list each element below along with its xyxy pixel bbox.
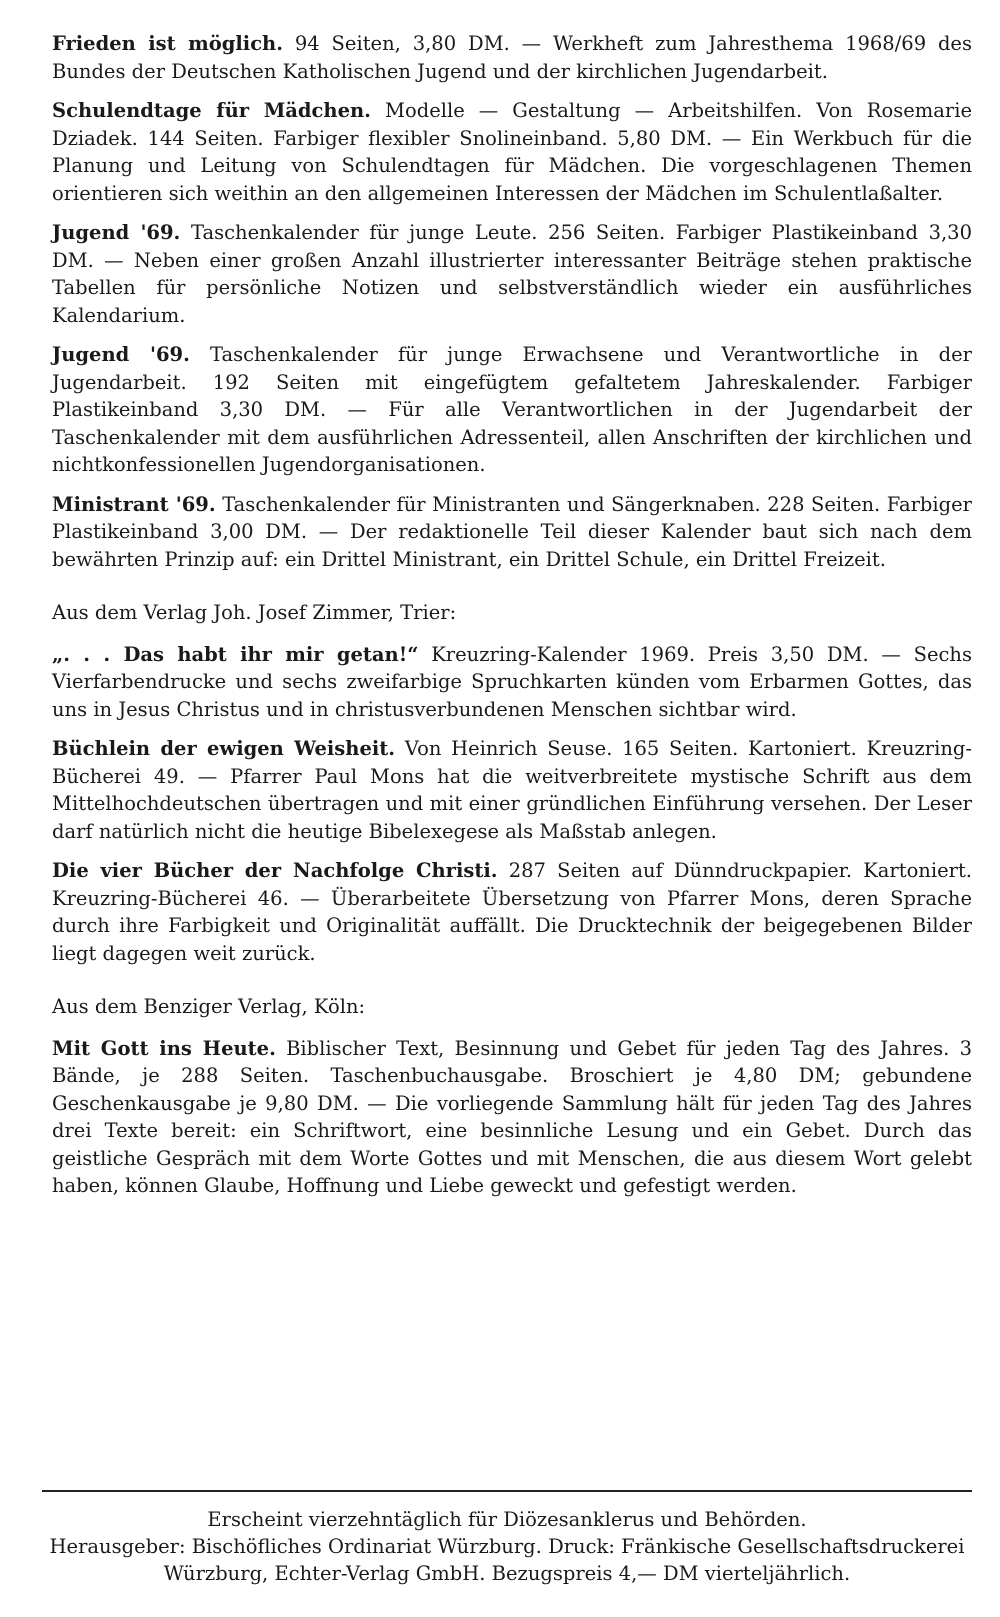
book-title: Ministrant '69. (52, 492, 216, 516)
book-description: Biblischer Text, Besinnung und Gebet für jeden Tag des Jahres. 3 Bände, je 288 Seiten. Taschenbuchausgabe. Broschiert je 4,80 DM; gebundene Geschenkausgabe je 9,80 DM. — Die vorliegende Sammlung hält für jeden Tag des Jahres drei Texte bereit: ein Schriftwort, eine besinnliche Lesung und ein Gebet. Durch das geistliche Gespräch mit dem Worte Gottes und mit Menschen, die aus diesem Wort gelebt haben, können Glaube, Hoffnung und Liebe geweckt und gefestigt werden. (52, 1036, 972, 1197)
book-title: Frieden ist möglich. (52, 32, 284, 55)
book-entry (52, 30, 972, 85)
publisher-heading-zimmer: Aus dem Verlag Joh. Josef Zimmer, Trier: (52, 601, 457, 624)
book-entry (52, 97, 972, 207)
book-description: Modelle — Gestaltung — Arbeitshilfen. Von Rosemarie Dziadek. 144 Seiten. Farbiger flexibler Snolineinband. 5,80 DM. — Ein Werkbuch für die Planung und Leitung von Schulendtagen für Mädchen. Die vorgeschlagenen Themen orientieren sich weithin an den allgemeinen Interessen der Mädchen im Schulentlaßalter. (52, 99, 972, 205)
book-entry (52, 857, 972, 967)
book-title: Jugend '69. (52, 343, 190, 366)
book-description: 287 Seiten auf Dünndruckpapier. Kartoniert. Kreuzring-Bücherei 46. — Überarbeitete Übersetzung von Pfarrer Mons, deren Sprache durch ihre Farbigkeit und Originalität auffällt. Die Drucktechnik der beigegebenen Bilder liegt dagegen weit zurück. (52, 859, 972, 965)
book-entry (52, 219, 972, 329)
document-body (52, 30, 972, 1212)
book-title: Die vier Bücher der Nachfolge Christi. (52, 859, 498, 882)
book-description: Taschenkalender für junge Leute. 256 Seiten. Farbiger Plastikeinband 3,30 DM. — Neben einer großen Anzahl illustrierter interessanter Beiträge stehen praktische Tabellen für persönliche Notizen und selbstverständlich wieder ein ausführliches Kalendarium. (52, 221, 972, 327)
publisher-heading-benziger: Aus dem Benziger Verlag, Köln: (52, 995, 366, 1018)
book-description: 94 Seiten, 3,80 DM. — Werkheft zum Jahresthema 1968/69 des Bundes der Deutschen Katholischen Jugend und der kirchlichen Jugendarbeit. (52, 32, 972, 83)
book-entry (52, 641, 972, 724)
book-entry (52, 341, 972, 479)
book-title: „. . . Das habt ihr mir getan!“ (52, 642, 419, 666)
book-title: Schulendtage für Mädchen. (52, 99, 371, 122)
footer-line-publication: Erscheint vierzehntäglich für Diözesanklerus und Behörden. (207, 1508, 807, 1531)
book-entry (52, 491, 972, 574)
book-entry (52, 735, 972, 845)
footer-line-publisher: Herausgeber: Bischöfliches Ordinariat Würzburg. Druck: Fränkische Gesellschaftsdruckerei Würzburg, Echter-Verlag GmbH. Bezugspreis 4,— DM vierteljährlich. (49, 1535, 965, 1585)
footer-divider (42, 1490, 972, 1492)
book-description: Kreuzring-Kalender 1969. Preis 3,50 DM. — Sechs Vierfarbendrucke und sechs zweifarbige Spruchkarten künden vom Erbarmen Gottes, das uns in Jesus Christus und in christusverbundenen Menschen sichtbar wird. (52, 642, 972, 721)
book-title: Büchlein der ewigen Weisheit. (52, 737, 396, 760)
book-description: Taschenkalender für junge Erwachsene und Verantwortliche in der Jugendarbeit. 192 Seiten mit eingefügtem gefaltetem Jahreskalender. Farbiger Plastikeinband 3,30 DM. — Für alle Verantwortlichen in der Jugendarbeit der Taschenkalender mit dem ausführlichen Adressenteil, allen Anschriften der kirchlichen und nichtkonfessionellen Jugendorganisationen. (52, 343, 972, 476)
book-title: Jugend '69. (52, 221, 181, 244)
book-description: Von Heinrich Seuse. 165 Seiten. Kartoniert. Kreuzring-Bücherei 49. — Pfarrer Paul Mons hat die weitverbreitete mystische Schrift aus dem Mittelhochdeutschen übertragen und mit einer gründlichen Einführung versehen. Der Leser darf natürlich nicht die heutige Bibelexegese als Maßstab anlegen. (52, 737, 972, 843)
book-title: Mit Gott ins Heute. (52, 1036, 276, 1060)
book-description: Taschenkalender für Ministranten und Sängerknaben. 228 Seiten. Farbiger Plastikeinband 3,00 DM. — Der redaktionelle Teil dieser Kalender baut sich nach dem bewährten Prinzip auf: ein Drittel Ministrant, ein Drittel Schule, ein Drittel Freizeit. (52, 492, 972, 571)
book-entry (52, 1035, 972, 1200)
footer-imprint (42, 1506, 972, 1587)
